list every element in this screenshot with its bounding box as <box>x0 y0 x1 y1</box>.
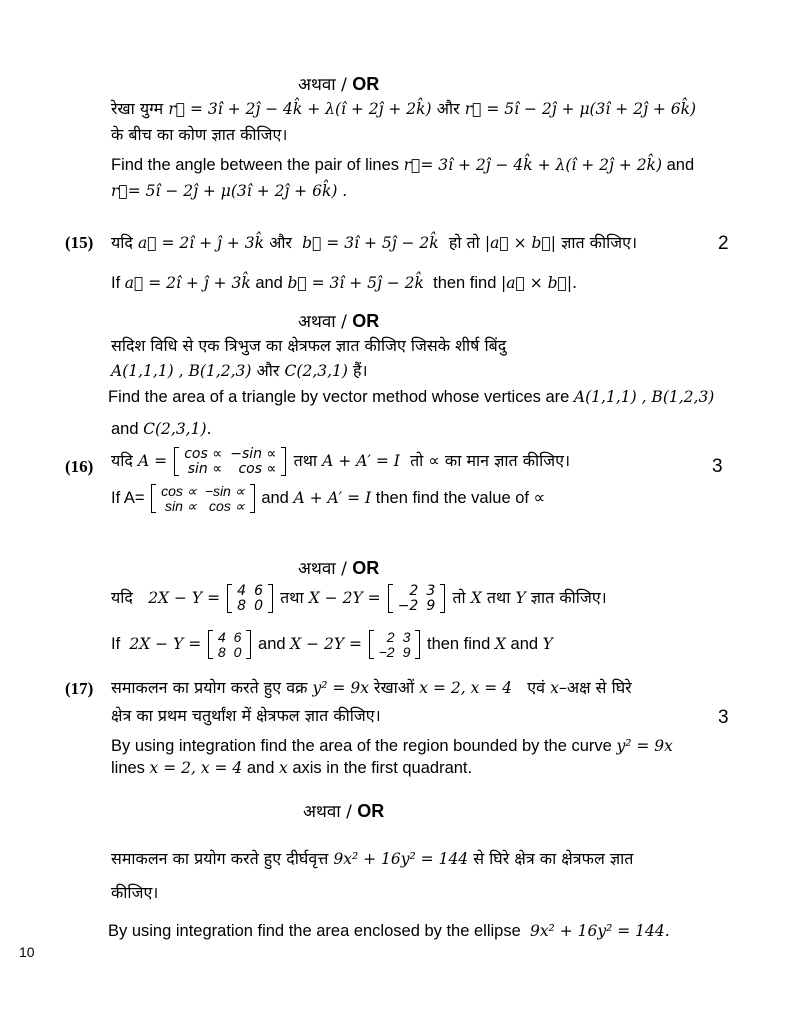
q16-or-hindi-line: यदि 2X − Y = 4 6 8 0 तथा X − 2Y = 2 3 −2 9 तो X तथा Y ज्ञात कीजिए। <box>111 583 607 614</box>
or-heading: अथवा / OR <box>303 801 385 822</box>
or-heading: अथवा / OR <box>298 311 380 332</box>
question-marks: 3 <box>718 707 729 728</box>
q16-english-line: If A= cos ∝ −sin ∝ sin ∝ cos ∝ and A + A′ = I then find the value of ∝ <box>111 483 546 514</box>
q16-hindi-line: यदि A = cos ∝ −sin ∝ sin ∝ cos ∝ तथा A + A′ = I तो ∝ का मान ज्ञात कीजिए। <box>111 446 571 477</box>
question-number: (17) <box>65 679 94 698</box>
q14-or-hindi-line2: के बीच का कोण ज्ञात कीजिए। <box>111 125 288 144</box>
q17-hindi-line1: समाकलन का प्रयोग करते हुए वक्र y² = 9x रेखाओं x = 2, x = 4 एवं x–अक्ष से घिरे <box>111 678 632 697</box>
matrix-a: cos ∝ −sin ∝ sin ∝ cos ∝ <box>151 484 255 513</box>
q17-or-english-line: By using integration find the area enclosed by the ellipse 9x² + 16y² = 144. <box>108 922 670 940</box>
question-number: (15) <box>65 233 94 252</box>
q14-or-english-line1: Find the angle between the pair of lines r⃗= 3î + 2ĵ − 4k̂ + λ(î + 2ĵ + 2k̂) and <box>111 156 695 174</box>
matrix-p: 4 6 8 0 <box>208 630 252 659</box>
q17-english-line1: By using integration find the area of the region bounded by the curve y² = 9x <box>111 737 673 755</box>
q14-or-english-line2: r⃗= 5î − 2ĵ + μ(3î + 2ĵ + 6k̂) . <box>111 182 348 200</box>
q17-or-hindi-line1: समाकलन का प्रयोग करते हुए दीर्घवृत्त 9x² + 16y² = 144 से घिरे क्षेत्र का क्षेत्रफल ज्ञात <box>111 849 634 868</box>
q15-or-english-line2: and C(2,3,1). <box>111 420 212 438</box>
or-heading: अथवा / OR <box>298 558 380 579</box>
question-marks: 2 <box>718 233 729 254</box>
matrix-a: cos ∝ −sin ∝ sin ∝ cos ∝ <box>174 447 286 476</box>
question-number: (16) <box>65 457 94 476</box>
q14-or-hindi-line1: रेखा युग्म r⃗ = 3î + 2ĵ − 4k̂ + λ(î + 2ĵ + 2k̂) और r⃗ = 5î − 2ĵ + μ(3î + 2ĵ + 6k̂) <box>111 99 697 118</box>
matrix-q: 2 3 −2 9 <box>388 584 446 613</box>
q15-or-hindi-line2: A(1,1,1) , B(1,2,3) और C(2,3,1) हैं। <box>111 361 368 380</box>
q15-english-line: If a⃗ = 2î + ĵ + 3k̂ and b⃗ = 3î + 5ĵ − 2k̂ then find |a⃗ × b⃗|. <box>111 274 577 292</box>
question-marks: 3 <box>712 456 723 477</box>
q17-english-line2: lines x = 2, x = 4 and x axis in the first quadrant. <box>111 759 473 777</box>
q16-or-english-line: If 2X − Y = 4 6 8 0 and X − 2Y = 2 3 −2 9 then find X and Y <box>111 629 553 660</box>
q15-or-hindi-line1: सदिश विधि से एक त्रिभुज का क्षेत्रफल ज्ञात कीजिए जिसके शीर्ष बिंदु <box>111 336 507 355</box>
page-number: 10 <box>19 944 35 960</box>
q17-hindi-line2: क्षेत्र का प्रथम चतुर्थांश में क्षेत्रफल ज्ञात कीजिए। <box>111 706 381 725</box>
matrix-q: 2 3 −2 9 <box>369 630 421 659</box>
matrix-p: 4 6 8 0 <box>227 584 273 613</box>
q17-or-hindi-line2: कीजिए। <box>111 883 159 902</box>
q15-or-english-line1: Find the area of a triangle by vector method whose vertices are A(1,1,1) , B(1,2,3) <box>108 388 715 406</box>
or-heading: अथवा / OR <box>298 74 380 95</box>
q15-hindi-line: यदि a⃗ = 2î + ĵ + 3k̂ और b⃗ = 3î + 5ĵ − 2k̂ हो तो |a⃗ × b⃗| ज्ञात कीजिए। <box>111 233 638 252</box>
